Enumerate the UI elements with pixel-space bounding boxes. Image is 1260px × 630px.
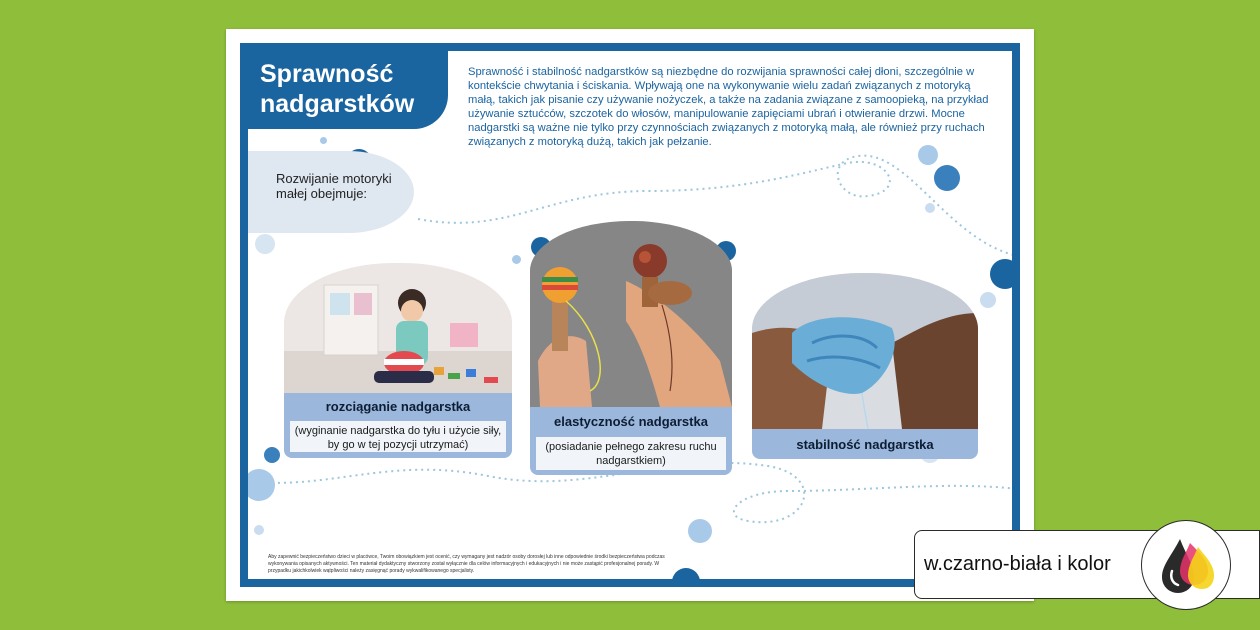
- bubble-text: Rozwijanie motoryki małej obejmuje:: [276, 171, 392, 201]
- badge-label: w.czarno-biała i kolor: [924, 553, 1111, 575]
- card-caption: [530, 407, 732, 475]
- decor-dot: [925, 203, 935, 213]
- decor-dot: [688, 519, 712, 543]
- ink-drops-icon: [1141, 520, 1231, 610]
- photo-kendama-toys: [530, 221, 732, 407]
- decor-dot: [243, 469, 275, 501]
- decor-dot: [320, 137, 327, 144]
- card-wrist-stability: [752, 273, 978, 459]
- decor-dot: [254, 525, 264, 535]
- photo-wringing-cloth: [752, 273, 978, 429]
- card-wrist-flexibility: [530, 221, 732, 475]
- page-title: Sprawność nadgarstków: [260, 60, 415, 118]
- worksheet-frame: [240, 43, 1020, 587]
- decor-dot: [512, 255, 521, 264]
- speech-bubble: [242, 151, 414, 233]
- card-description: (wyginanie nadgarstka do tyłu i użycie siły, by go w tej pozycji utrzymać): [290, 421, 506, 452]
- card-title: rozciąganie nadgarstka: [325, 399, 471, 414]
- card-title: elastyczność nadgarstka: [554, 414, 708, 429]
- photo-girl-with-drum: [284, 263, 512, 393]
- card-wrist-extension: [284, 263, 512, 458]
- safety-disclaimer: Aby zapewnić bezpieczeństwo dzieci w placówce, Twoim obowiązkiem jest ocenić, czy wymagany jest nadzór osoby dorosłej lub inne odpowiednie środki bezpieczeństwa podczas wykonywania opisanych aktywności. Ten materiał dydaktyczny stworzony został wyłącznie dla celów informacyjnych i edukacyjnych i nie może zastąpić profesjonalnej porady. W przypadku jakichkolwiek wątpliwości należy zasięgnąć porady wykwalifikowanego specjalisty.: [268, 554, 665, 574]
- intro-paragraph: Sprawność i stabilność nadgarstków są niezbędne do rozwijania sprawności całej dłoni, szczególnie w kontekście chwytania i ściskania. Wpływają one na wykonywanie wielu zadań związanych z motoryką małą, takich jak pisanie czy używanie nożyczek, a także na zadania związane z samoopieką, na przykład używanie sztućców, szczotek do włosów, manipulowanie zapięciami ubrań i otwieranie drzwi. Mocne nadgarstki są ważne nie tylko przy czynnościach związanych z motoryką małą, ale również przy ruchach związanych z motoryką dużą, takich jak pełzanie.: [468, 66, 989, 148]
- decor-dot: [264, 447, 280, 463]
- decor-dot: [934, 165, 960, 191]
- title-banner: [248, 51, 448, 129]
- card-description: (posiadanie pełnego zakresu ruchu nadgarstkiem): [536, 437, 726, 470]
- card-caption: [284, 393, 512, 458]
- decor-dot: [255, 234, 275, 254]
- card-title: stabilność nadgarstka: [796, 437, 934, 452]
- decor-dot: [980, 292, 996, 308]
- card-caption: [752, 429, 978, 459]
- decor-dot: [990, 259, 1020, 289]
